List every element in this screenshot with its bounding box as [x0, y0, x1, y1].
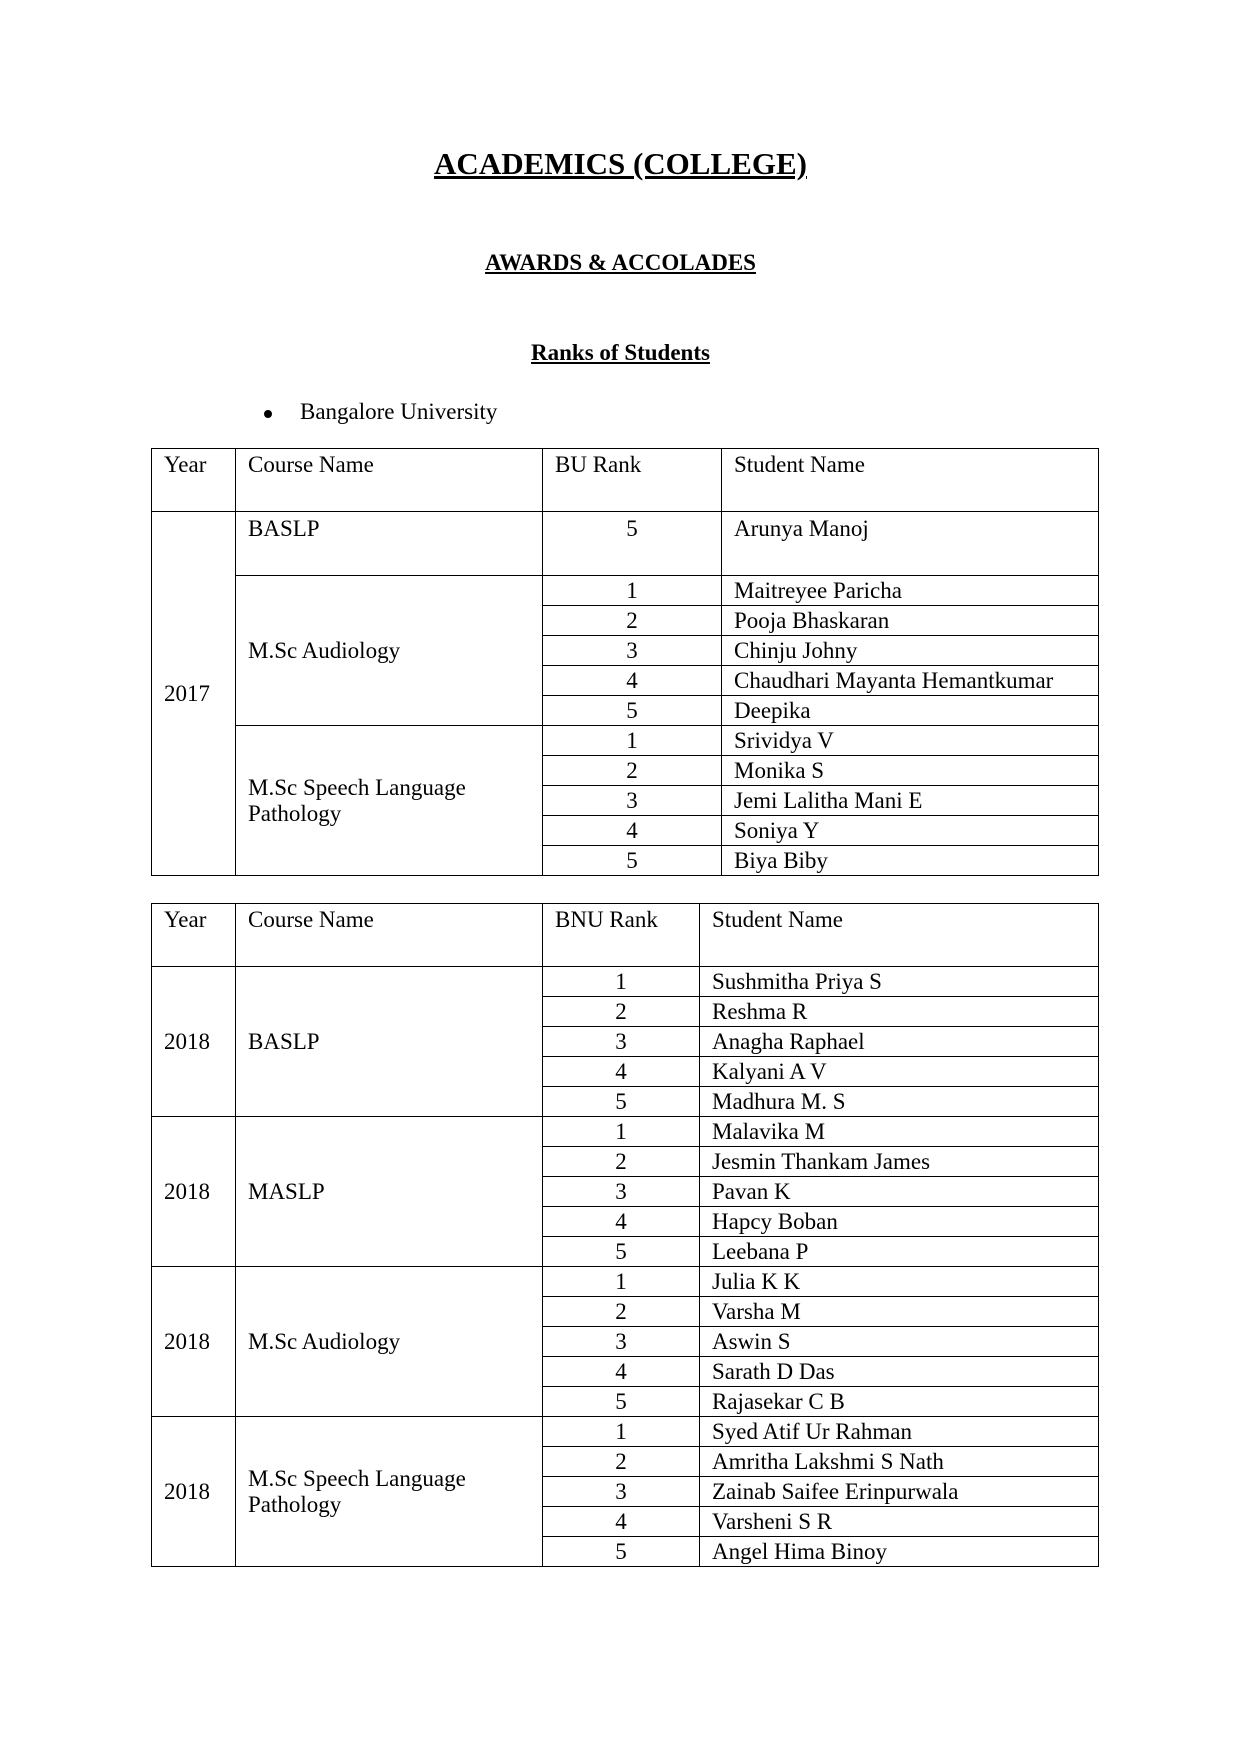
student-name-cell: Monika S: [722, 756, 1099, 786]
column-header: BU Rank: [543, 449, 722, 512]
student-name-cell: Hapcy Boban: [700, 1207, 1099, 1237]
rank-cell: 5: [543, 846, 722, 876]
year-cell: 2018: [152, 1117, 236, 1267]
table-row: [152, 1117, 1099, 1147]
column-header: Year: [152, 904, 236, 967]
rank-cell: 5: [543, 1237, 700, 1267]
table-header-row: [152, 449, 1099, 512]
student-name-cell: Jemi Lalitha Mani E: [722, 786, 1099, 816]
student-name-cell: Varsha M: [700, 1297, 1099, 1327]
rank-cell: 1: [543, 576, 722, 606]
student-name-cell: Chaudhari Mayanta Hemantkumar: [722, 666, 1099, 696]
course-cell: M.Sc Audiology: [236, 576, 543, 726]
rank-cell: 5: [543, 1387, 700, 1417]
student-name-cell: Sarath D Das: [700, 1357, 1099, 1387]
rank-cell: 3: [543, 1327, 700, 1357]
student-name-cell: Jesmin Thankam James: [700, 1147, 1099, 1177]
student-name-cell: Julia K K: [700, 1267, 1099, 1297]
rank-cell: 5: [543, 696, 722, 726]
column-header: Year: [152, 449, 236, 512]
student-name-cell: Reshma R: [700, 997, 1099, 1027]
rank-cell: 4: [543, 1057, 700, 1087]
student-name-cell: Pavan K: [700, 1177, 1099, 1207]
table-row: [152, 1417, 1099, 1447]
course-cell: M.Sc Audiology: [236, 1267, 543, 1417]
rank-cell: 2: [543, 997, 700, 1027]
student-name-cell: Kalyani A V: [700, 1057, 1099, 1087]
rank-cell: 4: [543, 1207, 700, 1237]
student-name-cell: Sushmitha Priya S: [700, 967, 1099, 997]
rank-cell: 3: [543, 1477, 700, 1507]
rank-cell: 3: [543, 1177, 700, 1207]
table-row: [152, 576, 1099, 606]
student-name-cell: Biya Biby: [722, 846, 1099, 876]
bullet-text: Bangalore University: [300, 399, 498, 424]
student-name-cell: Leebana P: [700, 1237, 1099, 1267]
table-header-row: [152, 904, 1099, 967]
rank-cell: 4: [543, 1357, 700, 1387]
student-name-cell: Arunya Manoj: [722, 512, 1099, 576]
rank-cell: 3: [543, 786, 722, 816]
student-name-cell: Amritha Lakshmi S Nath: [700, 1447, 1099, 1477]
rank-cell: 3: [543, 1027, 700, 1057]
rank-cell: 1: [543, 1267, 700, 1297]
column-header: Student Name: [700, 904, 1099, 967]
table-row: [152, 726, 1099, 756]
year-cell: 2018: [152, 1267, 236, 1417]
column-header: Course Name: [236, 449, 543, 512]
student-name-cell: Rajasekar C B: [700, 1387, 1099, 1417]
student-name-cell: Angel Hima Binoy: [700, 1537, 1099, 1567]
course-cell: M.Sc Speech Language Pathology: [236, 1417, 543, 1567]
rank-cell: 2: [543, 1147, 700, 1177]
rank-cell: 1: [543, 967, 700, 997]
table-row: [152, 512, 1099, 576]
course-cell: BASLP: [236, 512, 543, 576]
page-title: ACADEMICS (COLLEGE): [434, 146, 807, 181]
student-name-cell: Malavika M: [700, 1117, 1099, 1147]
rank-cell: 2: [543, 1297, 700, 1327]
rank-cell: 3: [543, 636, 722, 666]
table-row: [152, 1267, 1099, 1297]
student-name-cell: Aswin S: [700, 1327, 1099, 1357]
course-cell: BASLP: [236, 967, 543, 1117]
table-row: [152, 967, 1099, 997]
rank-cell: 5: [543, 1087, 700, 1117]
student-name-cell: Syed Atif Ur Rahman: [700, 1417, 1099, 1447]
student-name-cell: Chinju Johny: [722, 636, 1099, 666]
rank-cell: 2: [543, 1447, 700, 1477]
bnu-rank-table: [151, 903, 1099, 1567]
rank-cell: 4: [543, 816, 722, 846]
year-cell: 2017: [152, 512, 236, 876]
bu-rank-table: [151, 448, 1099, 876]
rank-cell: 1: [543, 726, 722, 756]
section-subtitle: AWARDS & ACCOLADES: [485, 250, 756, 275]
student-name-cell: Maitreyee Paricha: [722, 576, 1099, 606]
student-name-cell: Pooja Bhaskaran: [722, 606, 1099, 636]
rank-cell: 4: [543, 666, 722, 696]
student-name-cell: Zainab Saifee Erinpurwala: [700, 1477, 1099, 1507]
student-name-cell: Soniya Y: [722, 816, 1099, 846]
student-name-cell: Deepika: [722, 696, 1099, 726]
rank-cell: 4: [543, 1507, 700, 1537]
student-name-cell: Madhura M. S: [700, 1087, 1099, 1117]
section-heading: Ranks of Students: [531, 340, 710, 365]
student-name-cell: Anagha Raphael: [700, 1027, 1099, 1057]
column-header: Course Name: [236, 904, 543, 967]
rank-cell: 1: [543, 1117, 700, 1147]
year-cell: 2018: [152, 967, 236, 1117]
rank-cell: 1: [543, 1417, 700, 1447]
rank-cell: 2: [543, 606, 722, 636]
column-header: Student Name: [722, 449, 1099, 512]
course-cell: MASLP: [236, 1117, 543, 1267]
rank-cell: 2: [543, 756, 722, 786]
rank-cell: 5: [543, 1537, 700, 1567]
student-name-cell: Srividya V: [722, 726, 1099, 756]
year-cell: 2018: [152, 1417, 236, 1567]
bullet-icon: [264, 410, 272, 418]
rank-cell: 5: [543, 512, 722, 576]
column-header: BNU Rank: [543, 904, 700, 967]
course-cell: M.Sc Speech Language Pathology: [236, 726, 543, 876]
student-name-cell: Varsheni S R: [700, 1507, 1099, 1537]
